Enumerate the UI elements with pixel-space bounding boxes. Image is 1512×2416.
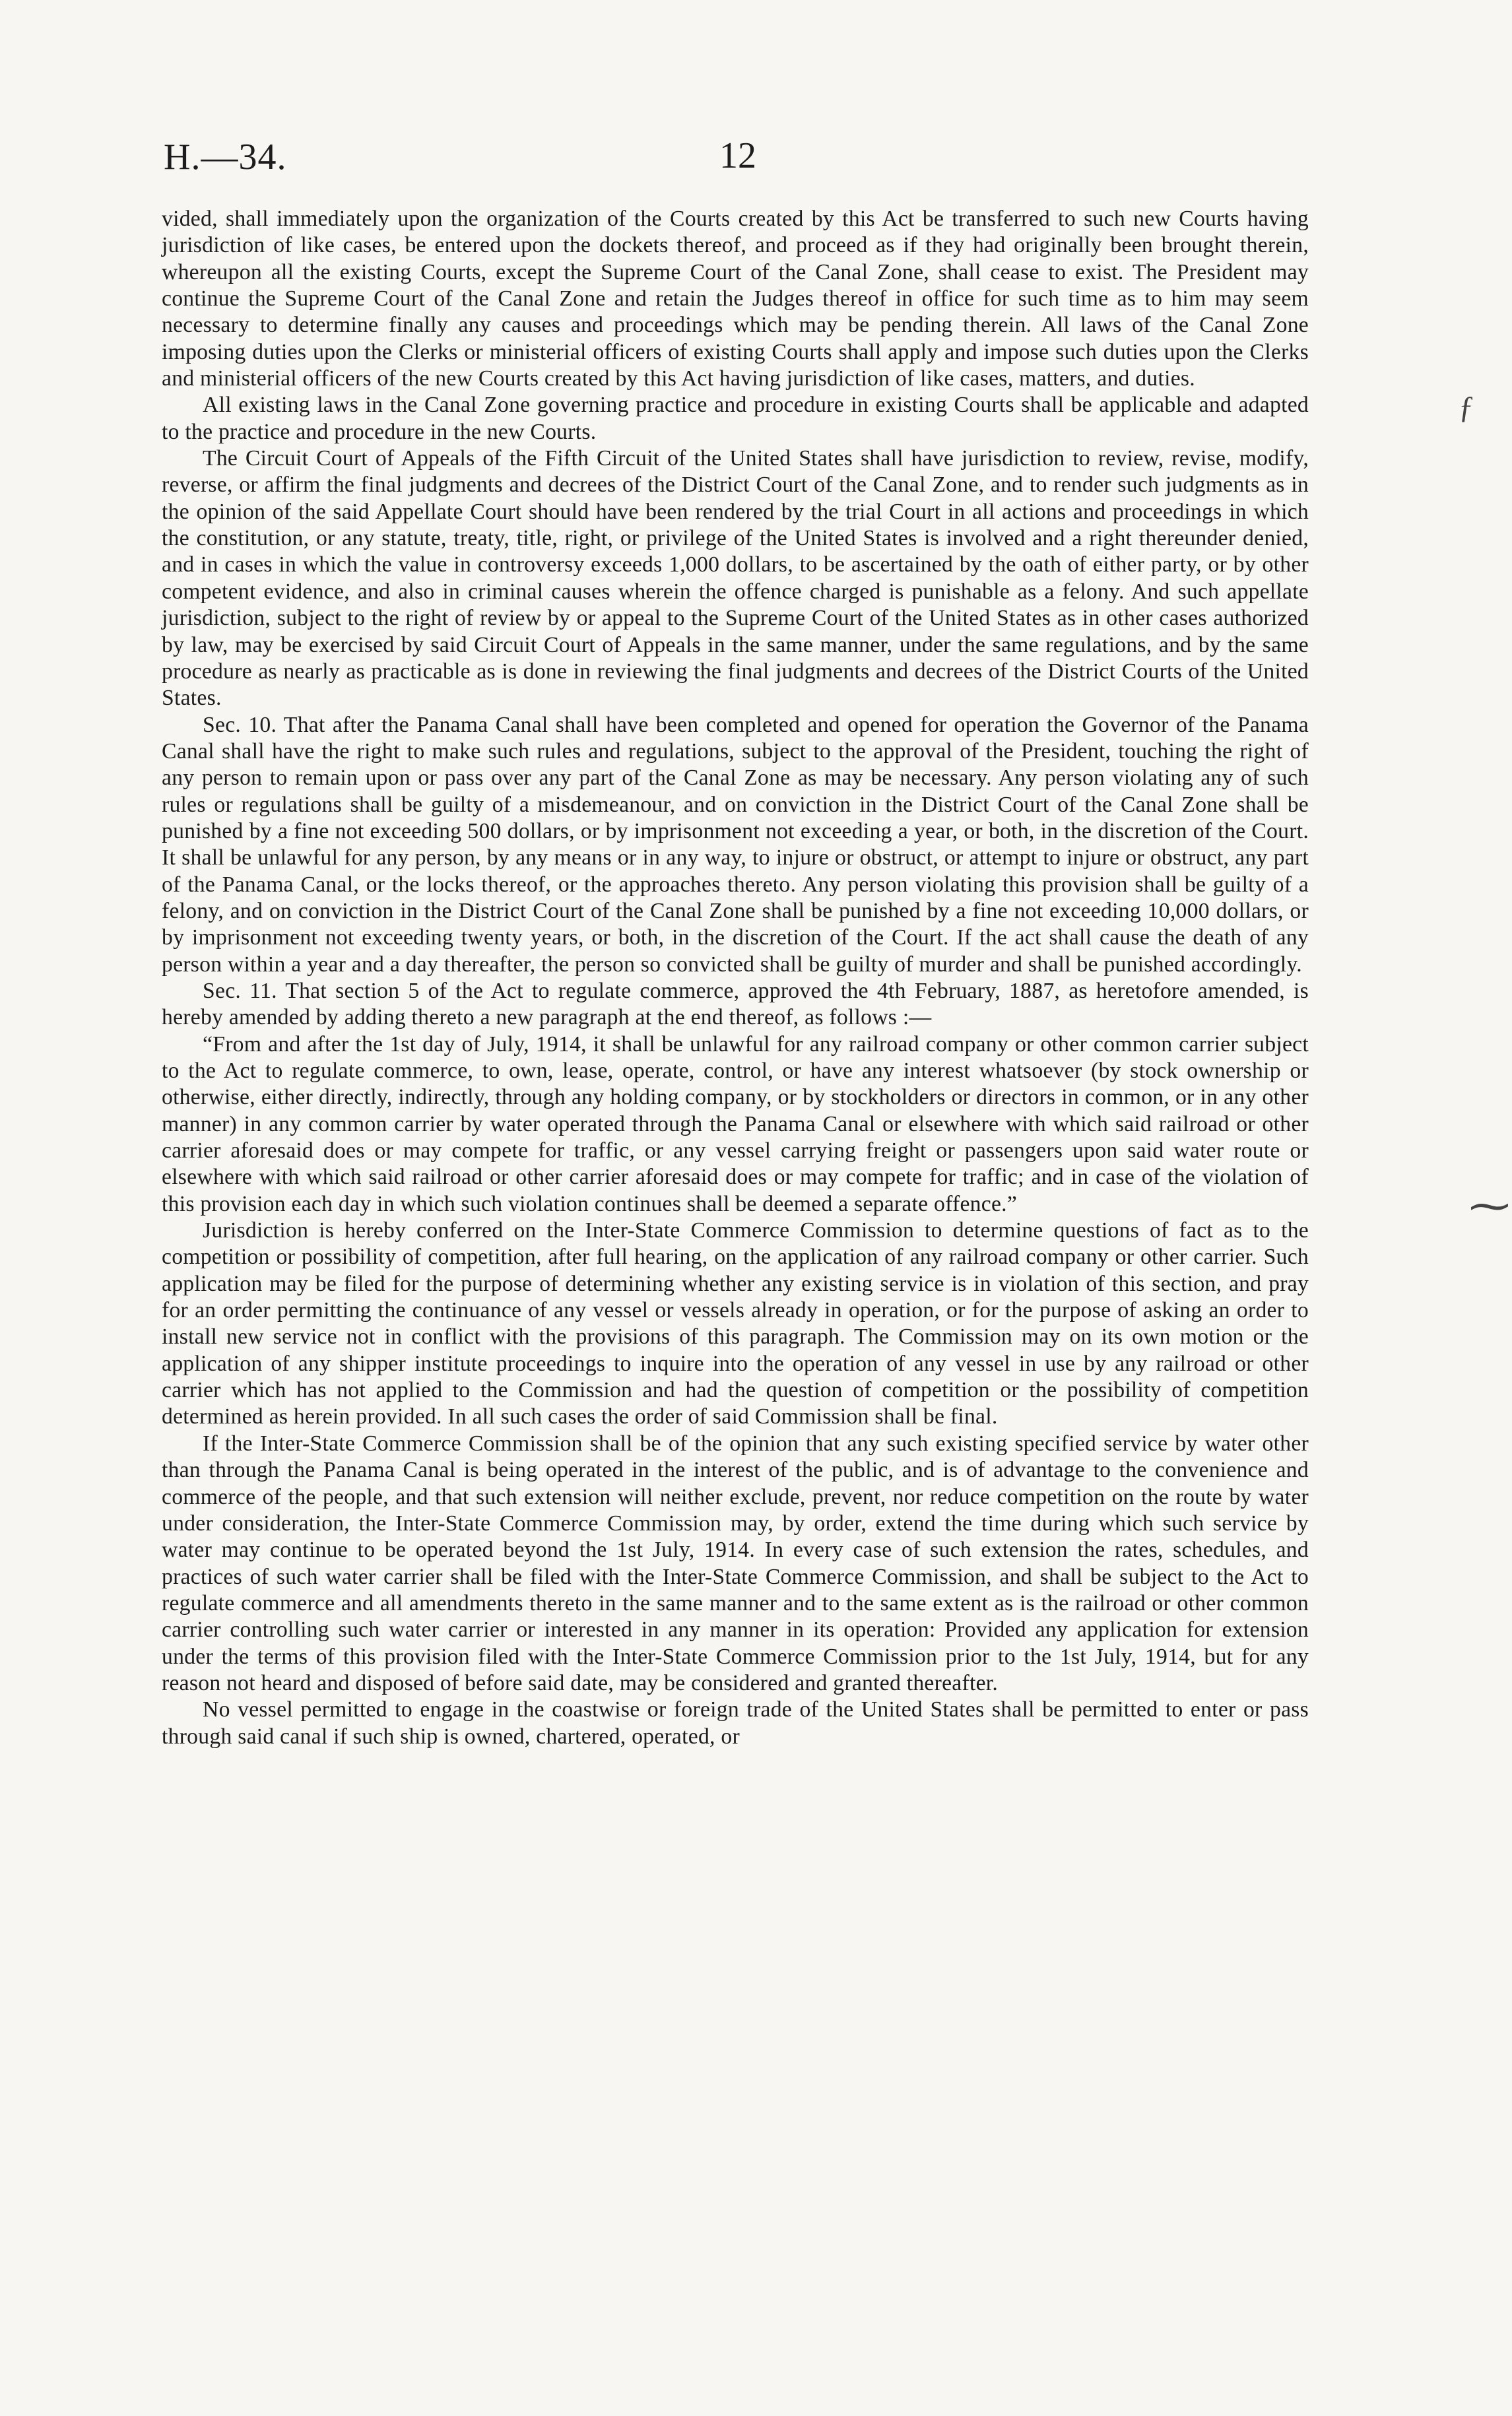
paragraph-continuation: vided, shall immediately upon the organization of the Courts created by this Act be transferred to such new Courts having jurisdiction of like cases, be entered upon the dockets thereof, and proceed as if they had originally been brought therein, whereupon all the existing Courts, except the Supreme Court of the Canal Zone, shall cease to exist. The President may continue the Supreme Court of the Canal Zone and retain the Judges thereof in office for such time as to him may seem necessary to determine finally any causes and proceedings which may be pending therein. All laws of the Canal Zone imposing duties upon the Clerks or ministerial officers of existing Courts shall apply and impose such duties upon the Clerks and ministerial officers of the new Courts created by this Act having jurisdiction of like cases, matters, and duties.	[162, 207, 1309, 391]
margin-mark-icon: ƒ	[1459, 390, 1474, 425]
paragraph-sec-10: Sec. 10. That after the Panama Canal shall have been completed and opened for operation the Governor of the Panama Canal shall have the right to make such rules and regulations, subject to the approval of the President, touching the right of any person to remain upon or pass over any part of the Canal Zone as may be necessary. Any person violating any of such rules or regulations shall be guilty of a misdemeanour, and on conviction in the District Court of the Canal Zone shall be punished by a fine not exceeding 500 dollars, or by imprisonment not exceeding a year, or both, in the discretion of the Court. It shall be unlawful for any person, by any means or in any way, to injure or obstruct, or attempt to injure or obstruct, any part of the Panama Canal, or the locks thereof, or the approaches thereto. Any person violating this provision shall be guilty of a felony, and on conviction in the District Court of the Canal Zone shall be punished by a fine not exceeding 10,000 dollars, or by imprisonment not exceeding twenty years, or both, in the discretion of the Court. If the act shall cause the death of any person within a year and a day thereafter, the person so convicted shall be guilty of murder and shall be punished accordingly.	[162, 712, 1309, 977]
page-header	[164, 129, 1312, 189]
paragraph-circuit-court: The Circuit Court of Appeals of the Fifth Circuit of the United States shall have jurisdiction to review, revise, modify, reverse, or affirm the final judgments and decrees of the District Court of the Canal Zone, and to render such judgments as in the opinion of the said Appellate Court should have been rendered by the trial Court in all actions and proceedings in which the constitution, or any statute, treaty, title, right, or privilege of the United States is involved and a right thereunder denied, and in cases in which the value in controversy exceeds 1,000 dollars, to be ascertained by the oath of either party, or by other competent evidence, and also in criminal causes wherein the offence charged is punishable as a felony. And such appellate jurisdiction, subject to the right of review by or appeal to the Supreme Court of the United States as in other cases authorized by law, may be exercised by said Circuit Court of Appeals in the same manner, under the same regulations, and by the same procedure as nearly as practicable as is done in reviewing the final judgments and decrees of the District Courts of the United States.	[162, 446, 1309, 711]
paragraph-jurisdiction: Jurisdiction is hereby conferred on the Inter-State Commerce Commission to determine questions of fact as to the competition or possibility of competition, after full hearing, on the application of any railroad company or other carrier. Such application may be filed for the purpose of determining whether any existing service is in violation of this section, and pray for an order permitting the continuance of any vessel or vessels already in operation, or for the purpose of asking an order to install new service not in conflict with the provisions of this paragraph. The Commission may on its own motion or the application of any shipper institute proceedings to inquire into the operation of any vessel in use by any railroad or other carrier which has not applied to the Commission and had the question of competition or the possibility of competition determined as herein provided. In all such cases the order of said Commission shall be final.	[162, 1218, 1309, 1429]
margin-mark-icon: ⁓	[1469, 1184, 1510, 1229]
paragraph-no-vessel: No vessel permitted to engage in the coastwise or foreign trade of the United States shall be permitted to enter or pass through said canal if such ship is owned, chartered, operated, or	[162, 1697, 1309, 1749]
page-number: 12	[719, 135, 756, 176]
document-reference: H.—34.	[164, 137, 287, 178]
paragraph-quoted-provision: “From and after the 1st day of July, 1914, it shall be unlawful for any railroad company or other common carrier subject to the Act to regulate commerce, to own, lease, operate, control, or have any interest whatsoever (by stock ownership or otherwise, either directly, indirectly, through any holding company, or by stockholders or directors in common, or in any other manner) in any common carrier by water operated through the Panama Canal or elsewhere with which said railroad or other carrier aforesaid does or may compete for traffic, or any vessel carrying freight or passengers upon said water route or elsewhere with which said railroad or other carrier aforesaid does or may compete for traffic; and in case of the violation of this provision each day in which such violation continues shall be deemed a separate offence.”	[162, 1031, 1309, 1216]
paragraph-existing-laws: All existing laws in the Canal Zone governing practice and procedure in existing Courts shall be applicable and adapted to the practice and procedure in the new Courts.	[162, 393, 1309, 444]
body-text	[162, 206, 1309, 1750]
paragraph-sec-11: Sec. 11. That section 5 of the Act to regulate commerce, approved the 4th February, 1887, as heretofore amended, is hereby amended by adding thereto a new paragraph at the end thereof, as follows :—	[162, 978, 1309, 1030]
paragraph-extension: If the Inter-State Commerce Commission shall be of the opinion that any such existing specified service by water other than through the Panama Canal is being operated in the interest of the public, and is of advantage to the convenience and commerce of the people, and that such extension will neither exclude, prevent, nor reduce competition on the route by water under consideration, the Inter-State Commerce Commission may, by order, extend the time during which such service by water may continue to be operated beyond the 1st July, 1914. In every case of such extension the rates, schedules, and practices of such water carrier shall be filed with the Inter-State Commerce Commission, and shall be subject to the Act to regulate commerce and all amendments thereto in the same manner and to the same extent as is the railroad or other common carrier controlling such water carrier or interested in any manner in its operation: Provided any application for extension under the terms of this provision filed with the Inter-State Commerce Commission prior to the 1st July, 1914, but for any reason not heard and disposed of before said date, may be considered and granted thereafter.	[162, 1431, 1309, 1695]
